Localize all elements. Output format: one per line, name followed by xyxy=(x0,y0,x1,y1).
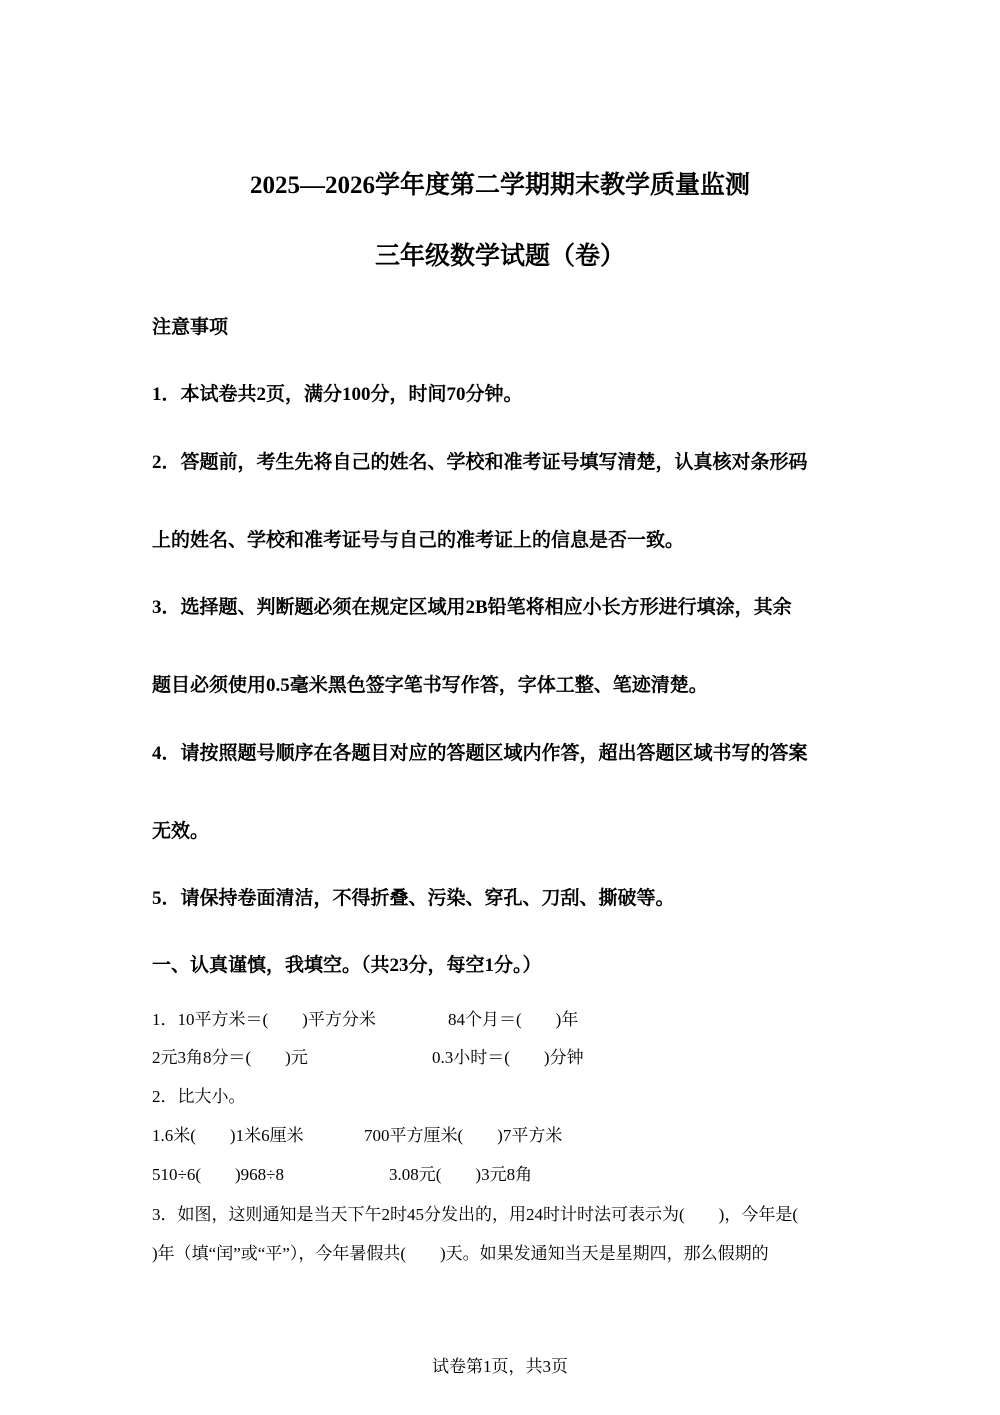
question-2-part-a: 1.6米( )1米6厘米 xyxy=(152,1126,304,1145)
question-2-part-d: 3.08元( )3元8角 xyxy=(389,1165,533,1184)
question-1-part-b: 84个月＝( )年 xyxy=(448,1010,579,1029)
notice-item-4-line-2: 无效。 xyxy=(152,821,210,842)
exam-subtitle: 三年级数学试题（卷） xyxy=(374,243,625,270)
question-2-label: 2．比大小。 xyxy=(152,1087,246,1106)
notice-item-1: 1．本试卷共2页，满分100分，时间70分钟。 xyxy=(152,384,523,405)
question-2-part-c: 510÷6( )968÷8 xyxy=(152,1165,284,1184)
notice-item-2-line-2: 上的姓名、学校和准考证号与自己的准考证上的信息是否一致。 xyxy=(152,530,685,551)
question-1-part-c: 2元3角8分＝( )元 xyxy=(152,1048,308,1067)
question-3-line-1: 3．如图，这则通知是当天下午2时45分发出的，用24时计时法可表示为( )，今年是( xyxy=(152,1205,798,1224)
question-3-line-2: )年（填“闰”或“平”），今年暑假共( )天。如果发通知当天是星期四，那么假期的 xyxy=(152,1244,769,1263)
notice-item-5: 5．请保持卷面清洁，不得折叠、污染、穿孔、刀刮、撕破等。 xyxy=(152,888,675,909)
notice-heading: 注意事项 xyxy=(152,317,229,338)
notice-item-4-line-1: 4．请按照题号顺序在各题目对应的答题区域内作答，超出答题区域书写的答案 xyxy=(152,743,808,764)
notice-item-2-line-1: 2．答题前，考生先将自己的姓名、学校和准考证号填写清楚，认真核对条形码 xyxy=(152,452,808,473)
question-1-part-a: 1．10平方米＝( )平方分米 xyxy=(152,1010,376,1029)
question-2-part-b: 700平方厘米( )7平方米 xyxy=(364,1126,563,1145)
page-footer: 试卷第1页，共3页 xyxy=(432,1357,568,1376)
notice-item-3-line-1: 3．选择题、判断题必须在规定区域用2B铅笔将相应小长方形进行填涂，其余 xyxy=(152,597,792,618)
question-1-part-d: 0.3小时＝( )分钟 xyxy=(432,1048,584,1067)
notice-item-3-line-2: 题目必须使用0.5毫米黑色签字笔书写作答，字体工整、笔迹清楚。 xyxy=(152,675,708,696)
exam-title: 2025—2026学年度第二学期期末教学质量监测 xyxy=(249,172,750,199)
section-1-heading: 一、认真谨慎，我填空。（共23分，每空1分。） xyxy=(152,955,542,976)
